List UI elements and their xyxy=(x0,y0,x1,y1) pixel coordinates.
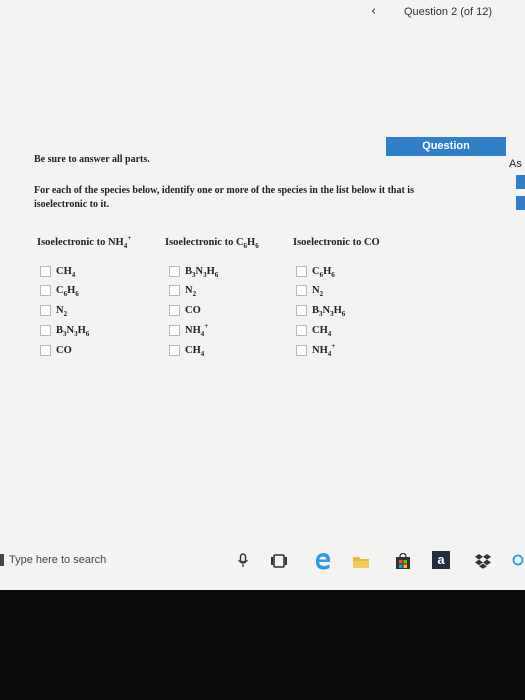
answer-option[interactable] xyxy=(169,303,201,317)
answer-option-label: $CH_4$ xyxy=(185,344,205,358)
answer-option-label: $CH_4$ xyxy=(56,265,76,279)
amazon-app-icon[interactable] xyxy=(432,551,450,569)
answer-option-label: $NH_4^+$ xyxy=(312,341,336,358)
question-navigation xyxy=(0,0,525,28)
answer-option[interactable] xyxy=(169,323,208,337)
answer-checkbox[interactable] xyxy=(40,285,51,296)
answer-option-label: $B_3N_3H_6$ xyxy=(185,265,219,279)
answer-option[interactable] xyxy=(296,303,345,317)
answer-option[interactable] xyxy=(40,343,72,357)
answer-checkbox[interactable] xyxy=(169,266,180,277)
taskbar-search[interactable] xyxy=(0,548,228,574)
edge-browser-icon[interactable] xyxy=(313,551,333,571)
answer-option-label: CO xyxy=(56,344,72,356)
answer-checkbox[interactable] xyxy=(169,305,180,316)
answer-option-label: $CH_4$ xyxy=(312,324,332,338)
instruction-prompt-cont: isoelectronic to it. xyxy=(34,199,110,210)
side-tab-marker[interactable] xyxy=(516,175,525,189)
answer-checkbox[interactable] xyxy=(296,305,307,316)
answer-option[interactable] xyxy=(296,283,323,297)
amazon-app-letter: a xyxy=(437,552,445,567)
answer-checkbox[interactable] xyxy=(169,325,180,336)
question-counter: Question 2 (of 12) xyxy=(404,6,493,18)
tab-question[interactable]: Question xyxy=(386,137,506,156)
answer-option[interactable] xyxy=(169,264,218,278)
answer-option[interactable] xyxy=(296,343,335,357)
answer-option[interactable] xyxy=(40,323,89,337)
answer-checkbox[interactable] xyxy=(296,266,307,277)
answer-checkbox[interactable] xyxy=(40,266,51,277)
answer-option-label: $NH_4^+$ xyxy=(185,321,209,338)
cortana-circle-icon[interactable] xyxy=(512,554,524,566)
search-left-edge xyxy=(0,554,4,566)
answer-checkbox[interactable] xyxy=(296,325,307,336)
answer-checkbox[interactable] xyxy=(40,305,51,316)
column-heading: Isoelectronic to $NH_4^+$ xyxy=(37,234,132,250)
answer-checkbox[interactable] xyxy=(169,285,180,296)
taskbar xyxy=(0,548,525,574)
answer-option[interactable] xyxy=(40,303,67,317)
answer-option-label: $C_6H_6$ xyxy=(56,284,79,298)
dropbox-icon[interactable] xyxy=(474,552,492,570)
side-tab-marker[interactable] xyxy=(516,196,525,210)
task-view-icon[interactable] xyxy=(270,553,288,569)
previous-question-button[interactable]: ‹ xyxy=(371,4,377,19)
answer-option-label: CO xyxy=(185,304,201,316)
file-explorer-icon[interactable] xyxy=(352,554,370,569)
answer-option-label: $N_2$ xyxy=(312,284,324,298)
tab-answers[interactable]: As xyxy=(509,158,522,170)
search-input[interactable]: Type here to search xyxy=(9,554,107,566)
answer-option[interactable] xyxy=(169,283,196,297)
answer-option-label: $B_3N_3H_6$ xyxy=(56,324,90,338)
answer-checkbox[interactable] xyxy=(40,345,51,356)
instruction-required: Be sure to answer all parts. xyxy=(34,154,150,165)
answer-option-label: $B_3N_3H_6$ xyxy=(312,304,346,318)
answer-option[interactable] xyxy=(40,283,79,297)
store-icon[interactable] xyxy=(394,552,412,570)
answer-checkbox[interactable] xyxy=(169,345,180,356)
answer-checkbox[interactable] xyxy=(296,285,307,296)
answer-option-label: $C_6H_6$ xyxy=(312,265,335,279)
answer-checkbox[interactable] xyxy=(40,325,51,336)
answer-option[interactable] xyxy=(296,323,331,337)
answer-option-label: $N_2$ xyxy=(185,284,197,298)
microphone-icon[interactable] xyxy=(237,553,249,569)
answer-checkbox[interactable] xyxy=(296,345,307,356)
instruction-prompt: For each of the species below, identify one or more of the species in the list below it that is xyxy=(34,185,414,196)
answer-option[interactable] xyxy=(169,343,204,357)
column-heading: Isoelectronic to $C_6H_6$ xyxy=(165,237,259,250)
answer-option[interactable] xyxy=(40,264,75,278)
answer-option[interactable] xyxy=(296,264,335,278)
column-heading: Isoelectronic to CO xyxy=(293,237,380,248)
answer-option-label: $N_2$ xyxy=(56,304,68,318)
